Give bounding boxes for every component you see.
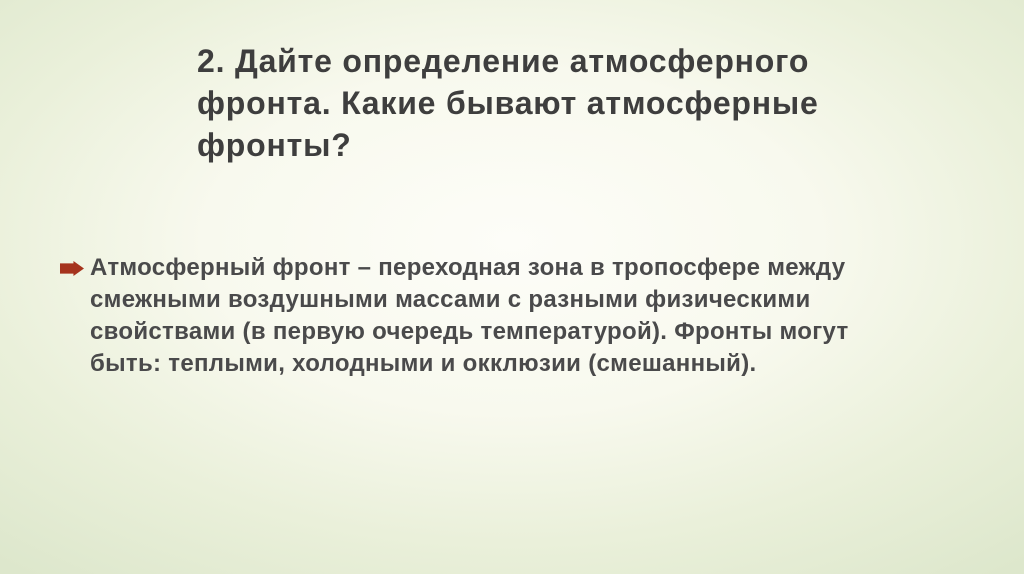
slide-title xyxy=(197,40,937,166)
bullet-item xyxy=(60,252,960,380)
title-line-3: фронты? xyxy=(197,127,352,163)
title-line-2: фронта. Какие бывают атмосферные xyxy=(197,85,819,121)
bullet-paragraph xyxy=(90,252,849,380)
bullet-line-3: свойствами (в первую очередь температурой). Фронты могут xyxy=(90,318,849,345)
bullet-line-1: Атмосферный фронт – переходная зона в тропосфере между xyxy=(90,254,846,281)
title-line-1: 2. Дайте определение атмосферного xyxy=(197,43,810,79)
bullet-arrow-icon xyxy=(60,261,84,276)
bullet-line-2: смежными воздушными массами с разными физическими xyxy=(90,286,811,313)
bullet-line-4: быть: теплыми, холодными и окклюзии (смешанный). xyxy=(90,350,757,377)
